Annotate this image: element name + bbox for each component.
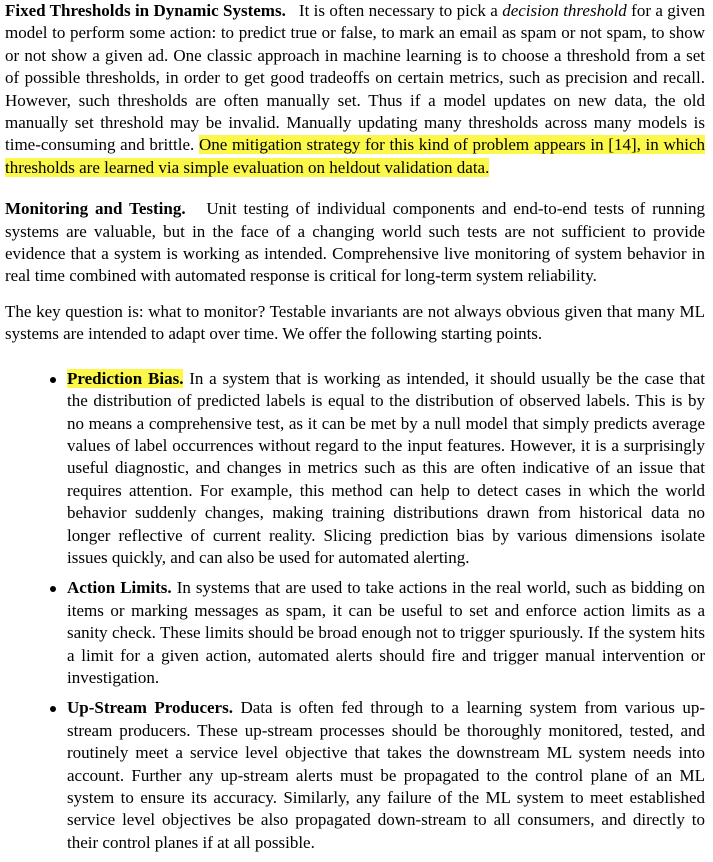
decision-threshold-term: decision threshold	[502, 1, 627, 20]
bullet-icon	[50, 377, 56, 383]
list-item-prediction-bias	[67, 368, 705, 570]
upstream-producers-text: Data is often fed through to a learning system from various up-stream producers. These up-stream processes should be thoroughly monitored, tested, and routinely meet a service level objective that takes the downstream ML system needs into account. Further any up-stream alerts must be propagated to the control plane of an ML system to ensure its accuracy. Similarly, any failure of the ML system to meet established service level objectives be also propagated down-stream to all consumers, and directly to their control planes if at all possible.	[67, 698, 705, 852]
action-limits-text: In systems that are used to take actions in the real world, such as bidding on items or marking messages as spam, it can be useful to set and enforce action limits as a sanity check. These limits should be broad enough not to trigger spuriously. If the system hits a limit for a given action, automated alerts should fire and trigger manual intervention or investigation.	[67, 578, 705, 687]
action-limits-label: Action Limits.	[67, 578, 172, 598]
key-question-paragraph: The key question is: what to monitor? Testable invariants are not always obvious given that many ML systems are intended to adapt over time. We offer the following starting points.	[5, 301, 705, 344]
bullet-icon	[50, 706, 56, 712]
monitoring-points-list	[5, 368, 705, 855]
fixed-thresholds-text-start: It is often necessary to pick a	[298, 1, 498, 20]
paper-page	[5, 0, 705, 862]
upstream-producers-label: Up-Stream Producers.	[67, 698, 233, 718]
fixed-thresholds-paragraph	[5, 0, 705, 179]
prediction-bias-label: Prediction Bias.	[67, 368, 184, 388]
prediction-bias-text: In a system that is working as intended, it should usually be the case that the distribution of predicted labels is equal to the distribution of observed labels. This is by no means a comprehensive test, as it can be met by a null model that simply predicts average values of label occurrences without regard to the input features. However, it is a surprisingly useful diagnostic, and changes in metrics such as this are often indicative of an issue that requires attention. For example, this method can help to detect cases in which the world behavior suddenly changes, making training distributions drawn from historical data no longer reflective of current reality. Slicing prediction bias by various dimensions isolate issues quickly, and can also be used for automated alerting.	[67, 368, 705, 567]
list-item-upstream-producers	[67, 697, 705, 854]
bullet-icon	[50, 586, 56, 592]
monitoring-paragraph	[5, 198, 705, 288]
monitoring-heading: Monitoring and Testing.	[5, 199, 186, 219]
list-item-action-limits	[67, 577, 705, 689]
monitoring-text: Unit testing of individual components and end-to-end tests of running systems are valuable, but in the face of a changing world such tests are not sufficient to provide evidence that a system is working as intended. Comprehensive live monitoring of system behavior in real time combined with automated response is critical for long-term system reliability.	[5, 199, 705, 286]
fixed-thresholds-text-body: for a given model to perform some action: to predict true or false, to mark an email as spam or not spam, to show or not show a given ad. One classic approach in machine learning is to choose a threshold from a set of possible thresholds, in order to get good tradeoffs on certain metrics, such as precision and recall. However, such thresholds are often manually set. Thus if a model updates on new data, the old manually set threshold may be invalid. Manually updating many thresholds across many models is time-consuming and brittle.	[5, 1, 706, 155]
highlighted-mitigation-sentence: One mitigation strategy for this kind of problem appears in [14], in which thresholds are learned via simple evaluation on heldout validation data.	[5, 135, 706, 177]
fixed-thresholds-heading: Fixed Thresholds in Dynamic Systems.	[5, 1, 286, 20]
